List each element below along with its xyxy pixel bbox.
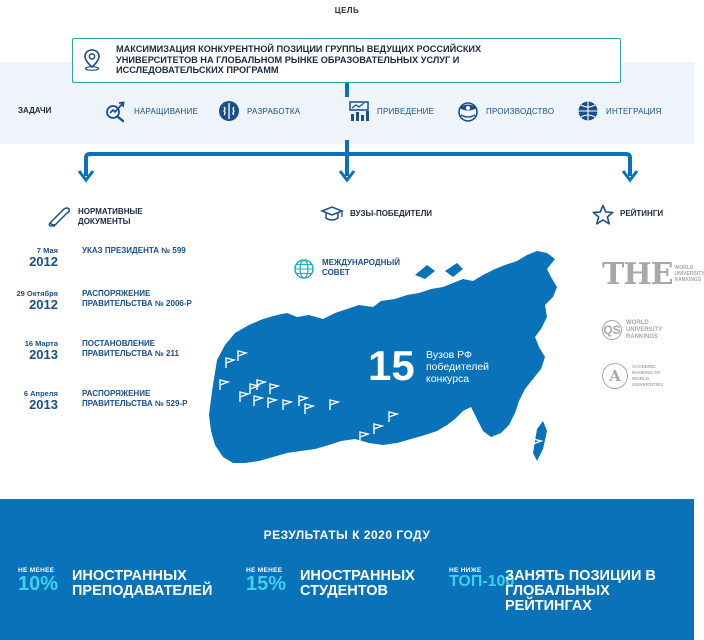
document-date: 16 Марта [24, 339, 58, 348]
task-integration [576, 97, 662, 125]
qs-logo-subtitle: WORLD UNIVERSITY RANKINGS [626, 319, 662, 340]
university-flag [303, 402, 315, 420]
university-flag [224, 356, 236, 374]
university-flag [358, 430, 370, 448]
documents-header: НОРМАТИВНЫЕ ДОКУМЕНТЫ [78, 207, 143, 226]
university-flag [387, 410, 399, 428]
the-logo-text: THE [602, 256, 673, 292]
the-rankings-logo [602, 256, 704, 292]
the-logo-subtitle: WORLD UNIVERSITY RANKINGS [674, 265, 704, 283]
goal-connector [345, 83, 349, 97]
globe-icon [293, 258, 315, 280]
tasks-label: ЗАДАЧИ [18, 106, 52, 115]
graduation-cap-icon [320, 205, 344, 223]
document-year: 2013 [29, 397, 58, 412]
globe-arrows-icon [576, 99, 600, 123]
result-item [246, 567, 286, 594]
document-item [14, 246, 186, 276]
star-icon [591, 204, 615, 226]
eye-globe-icon [456, 99, 480, 123]
document-item [14, 289, 192, 329]
document-date: 7 Мая [36, 246, 58, 255]
document-date: 6 Апреля [23, 389, 58, 398]
document-title: УКАЗ ПРЕЗИДЕНТА № 599 [82, 246, 186, 255]
task-label-alignment: ПРИВЕДЕНИЕ [377, 106, 435, 116]
document-title: ПОСТАНОВЛЕНИЕ ПРАВИТЕЛЬСТВА № 211 [82, 339, 179, 358]
goal-text: МАКСИМИЗАЦИЯ КОНКУРЕНТНОЙ ПОЗИЦИИ ГРУППЫ ВЕДУЩИХ РОССИЙСКИХ УНИВЕРСИТЕТОВ НА ГЛОБАЛЬНОМ РЫНКЕ ОБРАЗОВАТЕЛЬНЫХ УСЛУГ И ИССЛЕДОВАТЕЛЬСКИХ ПРОГРАММ [116, 44, 482, 75]
results-title: РЕЗУЛЬТАТЫ К 2020 ГОДУ [263, 528, 431, 542]
university-flag [266, 396, 278, 414]
arwu-logo-text: A [602, 363, 628, 389]
council-label: МЕЖДУНАРОДНЫЙ СОВЕТ [322, 258, 400, 277]
qs-logo-text: QS [602, 320, 622, 340]
result-item [18, 567, 58, 594]
university-flag [252, 394, 264, 412]
chart-icon [347, 99, 371, 123]
document-item [14, 339, 179, 373]
task-label-production: ПРОИЗВОДСТВО [486, 106, 555, 116]
branch-arrows [0, 140, 694, 186]
task-growth [104, 97, 198, 125]
document-scroll-icon [46, 205, 72, 227]
university-flag [281, 398, 293, 416]
document-title: РАСПОРЯЖЕНИЕ ПРАВИТЕЛЬСТВА № 2006-Р [82, 289, 192, 308]
result-item [449, 567, 515, 590]
result-text: ЗАНЯТЬ ПОЗИЦИИ В ГЛОБАЛЬНЫХ РЕЙТИНГАХ [505, 568, 656, 614]
winners-header: ВУЗЫ-ПОБЕДИТЕЛИ [350, 209, 433, 218]
task-development [217, 97, 300, 125]
map-pin-icon [82, 48, 102, 72]
university-flag [531, 437, 543, 455]
document-title: РАСПОРЯЖЕНИЕ ПРАВИТЕЛЬСТВА № 529-Р [82, 389, 188, 408]
result-value: ТОП-100 [449, 573, 515, 590]
task-label-development: РАЗРАБОТКА [247, 106, 301, 116]
arwu-rankings-logo [602, 362, 678, 390]
task-production [456, 97, 554, 125]
arwu-logo-subtitle: ACADEMIC RANKING OF WORLD UNIVERSITIES [632, 364, 664, 387]
goal-label: ЦЕЛЬ [334, 6, 360, 15]
task-label-integration: ИНТЕГРАЦИЯ [606, 106, 662, 116]
document-year: 2012 [29, 254, 58, 269]
document-year: 2012 [29, 297, 58, 312]
winners-count: 15 [368, 342, 415, 389]
ratings-header: РЕЙТИНГИ [620, 209, 664, 218]
document-date: 29 Октября [16, 289, 58, 298]
university-flag [372, 422, 384, 440]
result-value: 10% [18, 573, 59, 595]
growth-icon [104, 99, 128, 123]
result-value: 15% [246, 573, 287, 595]
brain-icon [217, 99, 241, 123]
result-qualifier: НЕ НИЖЕ [449, 567, 482, 574]
result-text: ИНОСТРАННЫХ ПРЕПОДАВАТЕЛЕЙ [72, 568, 213, 599]
university-flag [236, 349, 248, 367]
task-alignment [347, 97, 434, 125]
university-flag [328, 398, 340, 416]
qs-rankings-logo [602, 318, 678, 342]
result-qualifier: НЕ МЕНЕЕ [18, 567, 55, 574]
document-year: 2013 [29, 347, 58, 362]
result-qualifier: НЕ МЕНЕЕ [246, 567, 283, 574]
winners-text: Вузов РФ победителей конкурса [426, 349, 490, 385]
document-item [14, 389, 188, 429]
result-text: ИНОСТРАННЫХ СТУДЕНТОВ [300, 568, 415, 599]
university-flag [218, 378, 230, 396]
task-label-growth: НАРАЩИВАНИЕ [134, 106, 198, 116]
